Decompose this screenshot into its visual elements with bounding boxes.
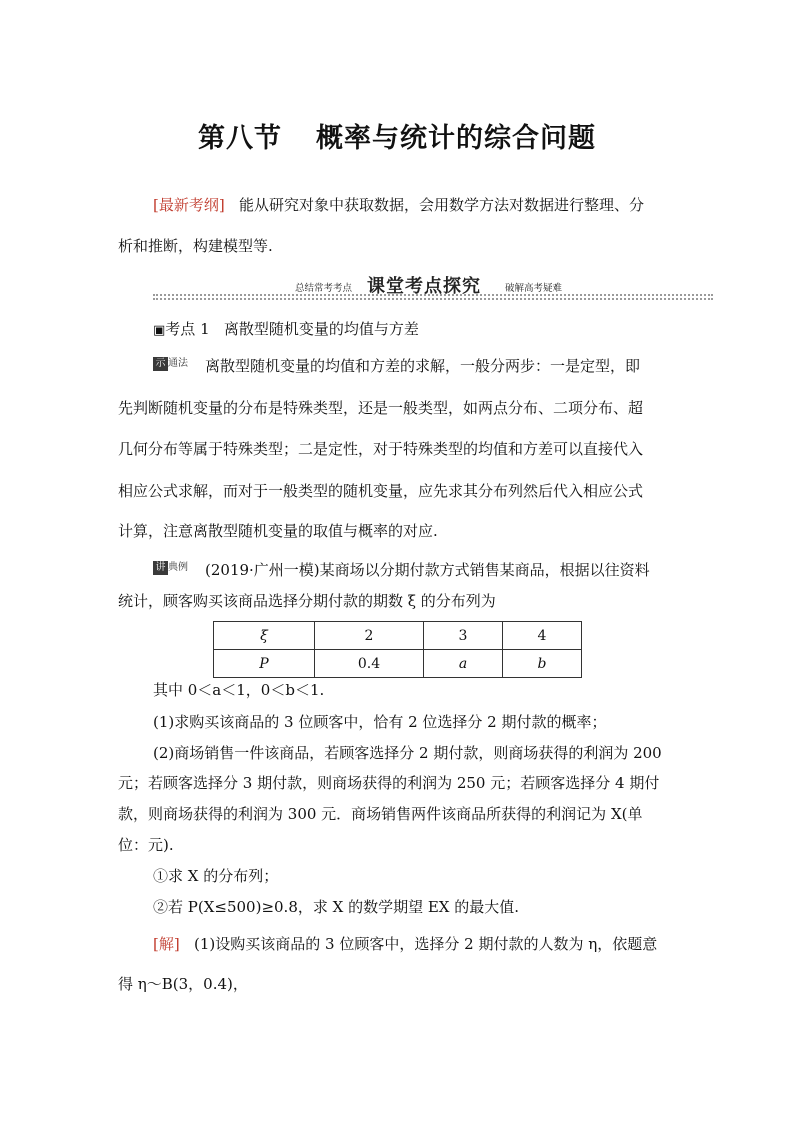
example-tag xyxy=(153,561,193,575)
banner-right-text: 破解高考疑难 xyxy=(505,283,563,294)
conditions-text: 其中 0＜a＜1，0＜b＜1. xyxy=(153,681,325,699)
syllabus-text-1: 能从研究对象中获取数据，会用数学方法对数据进行整理、分 xyxy=(239,196,645,214)
topic-label: 考点 1 xyxy=(165,320,210,338)
solution-text-1: (1)设购买该商品的 3 位顾客中，选择分 2 期付款的人数为 η，依题意 xyxy=(194,935,658,953)
question-line-1: (1)求购买该商品的 3 位顾客中，恰有 2 位选择分 2 期付款的概率； xyxy=(153,713,607,731)
method-tag-dark: 示 xyxy=(153,357,168,371)
table-cell: b xyxy=(503,650,582,678)
syllabus-label: [最新考纲] xyxy=(153,196,225,214)
question-line-3: 元；若顾客选择分 3 期付款，则商场获得的利润为 250 元；若顾客选择分 4 期付 xyxy=(118,774,660,792)
banner-title: 课堂考点探究 xyxy=(367,276,481,297)
banner-left-text: 总结常考考点 xyxy=(295,283,353,294)
solution-line-1 xyxy=(153,934,657,954)
method-line-2: 先判断随机变量的分布是特殊类型，还是一般类型，如两点分布、二项分布、超 xyxy=(118,399,644,417)
table-cell: P xyxy=(214,650,315,678)
question-line-7: ②若 P(X≤500)≥0.8，求 X 的数学期望 EX 的最大值. xyxy=(153,898,520,916)
example-tag-dark: 讲 xyxy=(153,561,168,575)
banner-divider-2 xyxy=(153,298,713,300)
method-line-5: 计算，注意离散型随机变量的取值与概率的对应. xyxy=(118,522,438,540)
topic-text: 离散型随机变量的均值与方差 xyxy=(223,320,419,338)
table-row xyxy=(214,650,582,678)
example-line-1: (2019·广州一模)某商场以分期付款方式销售某商品，根据以往资料 xyxy=(205,561,650,579)
topic-heading xyxy=(153,319,419,341)
method-tag-light: 通法 xyxy=(168,358,188,369)
table-cell: ξ xyxy=(214,622,315,650)
question-line-2: (2)商场销售一件该商品，若顾客选择分 2 期付款，则商场获得的利润为 200 xyxy=(153,744,662,762)
table-cell: 3 xyxy=(424,622,503,650)
method-tag xyxy=(153,357,193,371)
method-line-1: 离散型随机变量的均值和方差的求解，一般分两步：一是定型，即 xyxy=(205,357,641,375)
distribution-table xyxy=(213,621,582,678)
example-line-2: 统计，顾客购买该商品选择分期付款的期数 ξ 的分布列为 xyxy=(118,592,496,610)
topic-icon: ▣ xyxy=(153,323,166,338)
table-cell: 0.4 xyxy=(315,650,424,678)
example-tag-light: 典例 xyxy=(168,562,188,573)
method-line-4: 相应公式求解，而对于一般类型的随机变量，应先求其分布列然后代入相应公式 xyxy=(118,482,644,500)
table-cell: 4 xyxy=(503,622,582,650)
section-banner xyxy=(153,272,713,297)
question-line-4: 款，则商场获得的利润为 300 元．商场销售两件该商品所获得的利润记为 X(单 xyxy=(118,805,643,823)
syllabus-line-1 xyxy=(153,195,644,215)
table-cell: a xyxy=(424,650,503,678)
syllabus-line-2: 析和推断，构建模型等. xyxy=(118,237,273,255)
section-title: 概率与统计的综合问题 xyxy=(316,123,596,154)
solution-line-2: 得 η～B(3，0.4)， xyxy=(118,975,248,993)
question-line-5: 位：元). xyxy=(118,836,174,854)
section-number: 第八节 xyxy=(198,123,282,154)
solution-label: [解] xyxy=(153,935,180,953)
table-cell: 2 xyxy=(315,622,424,650)
question-line-6: ①求 X 的分布列； xyxy=(153,867,279,885)
method-line-3: 几何分布等属于特殊类型；二是定性，对于特殊类型的均值和方差可以直接代入 xyxy=(118,440,644,458)
banner-divider-1 xyxy=(153,294,713,296)
page-title xyxy=(0,116,794,155)
table-row xyxy=(214,622,582,650)
